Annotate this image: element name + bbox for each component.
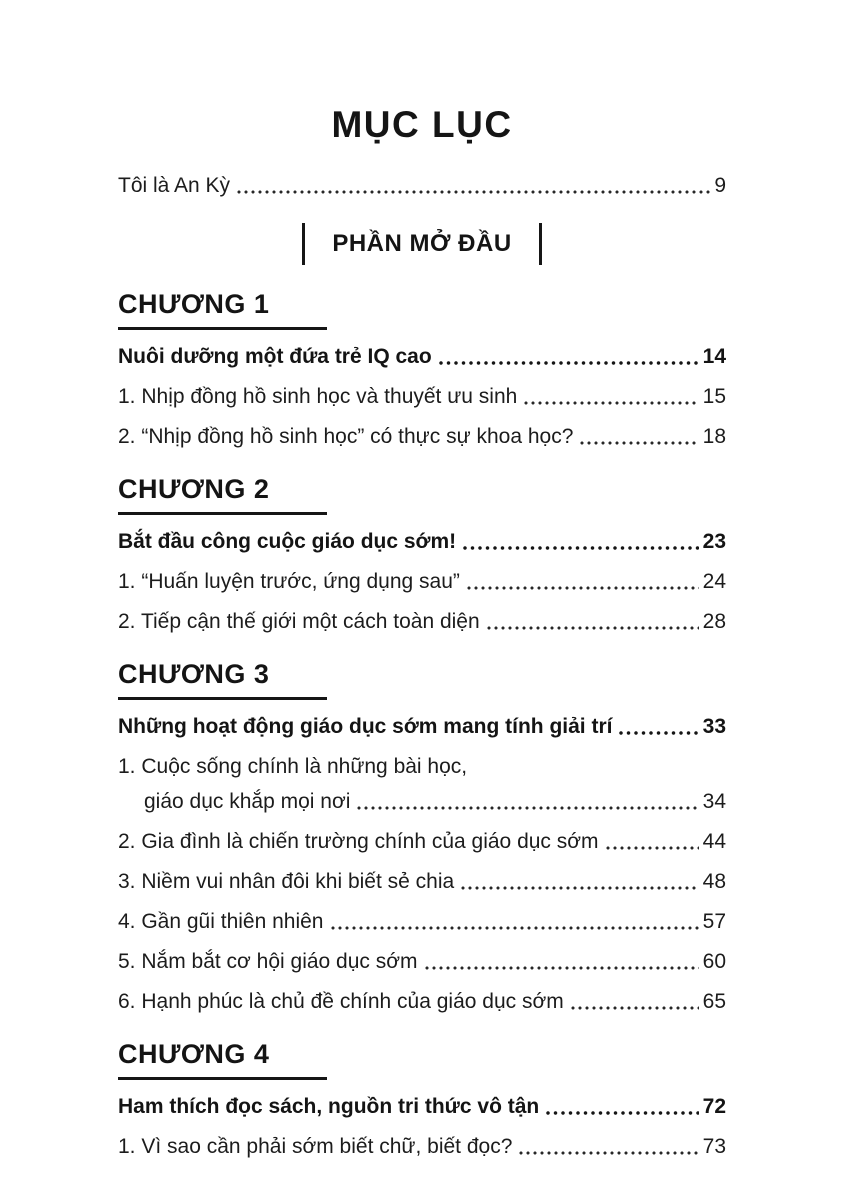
page-number: 9 — [714, 174, 726, 197]
dot-leader — [518, 1151, 698, 1155]
dot-leader — [460, 886, 698, 890]
dot-leader — [486, 626, 699, 630]
toc-entry — [118, 172, 726, 199]
entry-label: 1. Nhịp đồng hồ sinh học và thuyết ưu sinh — [118, 385, 518, 408]
entry-label: Bắt đầu công cuộc giáo dục sớm! — [118, 530, 457, 553]
entry-label: Tôi là An Kỳ — [118, 174, 231, 197]
chapter-3 — [118, 659, 726, 1015]
dot-leader — [330, 926, 699, 930]
toc-page — [118, 0, 726, 1160]
entry-label: 3. Niềm vui nhân đôi khi biết sẻ chia — [118, 870, 455, 893]
dot-leader — [462, 546, 699, 550]
toc-entry — [118, 713, 726, 740]
toc-entry — [118, 1093, 726, 1120]
page-number: 34 — [702, 790, 726, 813]
entry-label: 1. Cuộc sống chính là những bài học, — [118, 755, 468, 778]
toc-entry — [118, 788, 726, 815]
page-title: MỤC LỤC — [331, 104, 513, 145]
page-number: 72 — [702, 1095, 726, 1118]
entry-label: Ham thích đọc sách, nguồn tri thức vô tận — [118, 1095, 540, 1118]
entry-label: Nuôi dưỡng một đứa trẻ IQ cao — [118, 345, 432, 368]
page-number: 57 — [702, 910, 726, 933]
dot-leader — [438, 361, 699, 365]
page-number: 18 — [702, 425, 726, 448]
dot-leader — [545, 1111, 698, 1115]
page-number: 73 — [702, 1135, 726, 1158]
entry-label: giáo dục khắp mọi nơi — [144, 790, 351, 813]
page-number: 60 — [702, 950, 726, 973]
entry-label: 5. Nắm bắt cơ hội giáo dục sớm — [118, 950, 418, 973]
entry-label: 2. “Nhịp đồng hồ sinh học” có thực sự khoa học? — [118, 425, 574, 448]
entry-label: 2. Gia đình là chiến trường chính của giáo dục sớm — [118, 830, 599, 853]
divider-bar-right — [539, 223, 542, 265]
toc-entry — [118, 948, 726, 975]
chapter-heading: CHƯƠNG 2 — [118, 474, 327, 515]
chapter-4 — [118, 1039, 726, 1160]
toc-entry — [118, 1133, 726, 1160]
page-number: 15 — [702, 385, 726, 408]
page-number: 65 — [702, 990, 726, 1013]
entry-label: Những hoạt động giáo dục sớm mang tính giải trí — [118, 715, 613, 738]
page-number: 48 — [702, 870, 726, 893]
toc-entry — [118, 383, 726, 410]
divider-bar-left — [302, 223, 305, 265]
toc-entry — [118, 988, 726, 1015]
toc-entry — [118, 753, 726, 780]
toc-entry — [118, 908, 726, 935]
dot-leader — [424, 966, 699, 970]
page-number: 24 — [702, 570, 726, 593]
toc-entry — [118, 608, 726, 635]
part-title: PHẦN MỞ ĐẦU — [332, 230, 512, 257]
dot-leader — [605, 846, 699, 850]
chapter-heading: CHƯƠNG 3 — [118, 659, 327, 700]
dot-leader — [618, 731, 698, 735]
dot-leader — [579, 441, 698, 445]
dot-leader — [570, 1006, 699, 1010]
dot-leader — [523, 401, 698, 405]
dot-leader — [356, 806, 698, 810]
chapter-2 — [118, 474, 726, 635]
page-number: 44 — [702, 830, 726, 853]
page-number: 33 — [702, 715, 726, 738]
toc-entry — [118, 868, 726, 895]
entry-label: 4. Gần gũi thiên nhiên — [118, 910, 324, 933]
entry-label: 1. Vì sao cần phải sớm biết chữ, biết đọc? — [118, 1135, 513, 1158]
toc-entry — [118, 568, 726, 595]
part-header — [118, 223, 726, 265]
page-number: 14 — [702, 345, 726, 368]
dot-leader — [236, 190, 710, 194]
chapter-heading: CHƯƠNG 1 — [118, 289, 327, 330]
chapter-1 — [118, 289, 726, 450]
toc-entry — [118, 423, 726, 450]
entry-label: 6. Hạnh phúc là chủ đề chính của giáo dục sớm — [118, 990, 564, 1013]
toc-entry — [118, 528, 726, 555]
entry-label: 2. Tiếp cận thế giới một cách toàn diện — [118, 610, 480, 633]
chapter-heading: CHƯƠNG 4 — [118, 1039, 327, 1080]
dot-leader — [466, 586, 699, 590]
entry-label: 1. “Huấn luyện trước, ứng dụng sau” — [118, 570, 460, 593]
page-number: 28 — [702, 610, 726, 633]
page-number: 23 — [702, 530, 726, 553]
toc-entry — [118, 828, 726, 855]
toc-entry — [118, 343, 726, 370]
